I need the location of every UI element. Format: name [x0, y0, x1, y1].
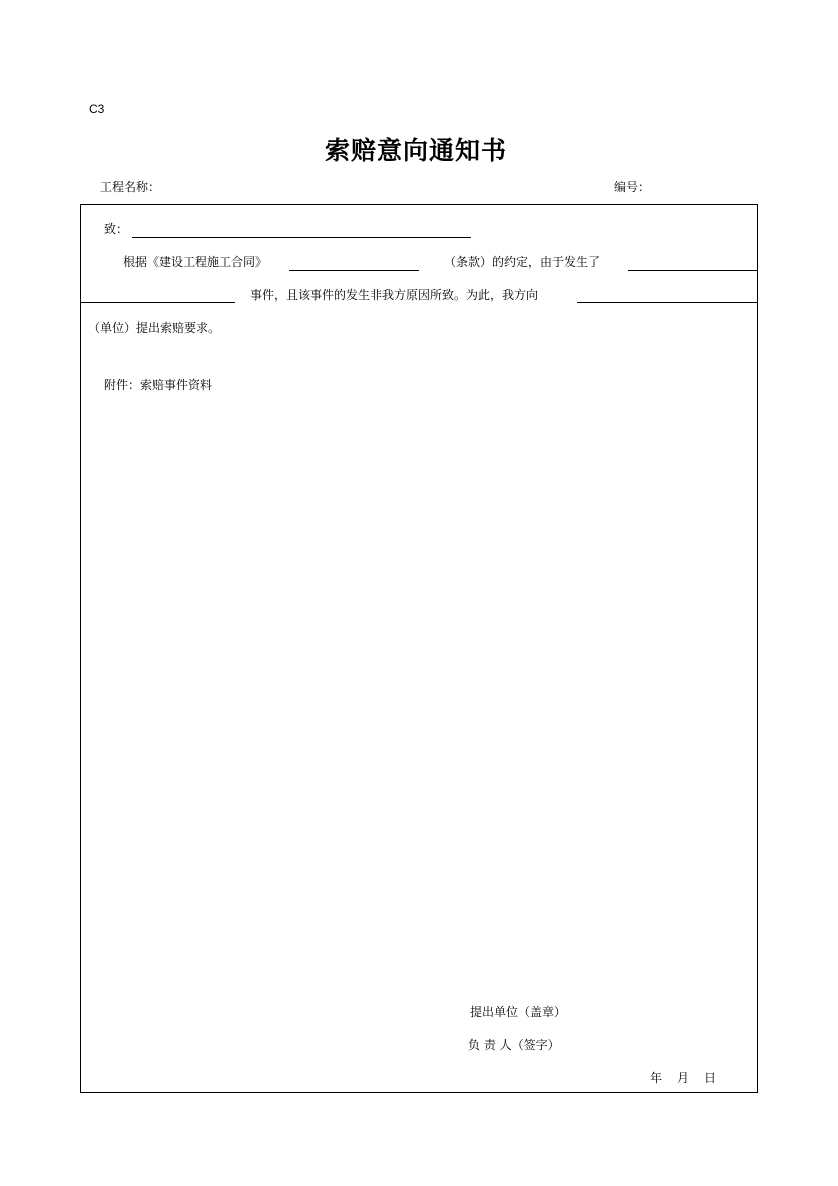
page-title: 索赔意向通知书 — [325, 136, 508, 165]
date-year-label: 年 — [650, 1071, 663, 1085]
form-box — [80, 204, 758, 1093]
date-month-label: 月 — [677, 1071, 690, 1085]
event-blank-1[interactable] — [628, 270, 758, 271]
event-blank-2[interactable] — [80, 302, 235, 303]
attachment-label: 附件：索赔事件资料 — [104, 378, 213, 392]
responsible-signature-label: 负 责 人（签字） — [468, 1038, 560, 1052]
to-label: 致： — [104, 222, 129, 236]
clause-agreement-text: （条款）的约定，由于发生了 — [444, 255, 601, 269]
clause-blank[interactable] — [289, 270, 419, 271]
form-code: C3 — [89, 102, 105, 116]
event-statement-text: 事件，且该事件的发生非我方原因所致。为此，我方向 — [250, 288, 539, 302]
unit-blank[interactable] — [577, 302, 758, 303]
date-day-label: 日 — [704, 1071, 717, 1085]
claim-request-text: （单位）提出索赔要求。 — [88, 321, 221, 335]
project-name-label: 工程名称： — [100, 180, 161, 194]
number-label: 编号： — [614, 180, 651, 194]
contract-reference-text: 根据《建设工程施工合同》 — [123, 255, 268, 269]
to-recipient-blank[interactable] — [132, 237, 471, 238]
submitter-seal-label: 提出单位（盖章） — [470, 1005, 567, 1019]
